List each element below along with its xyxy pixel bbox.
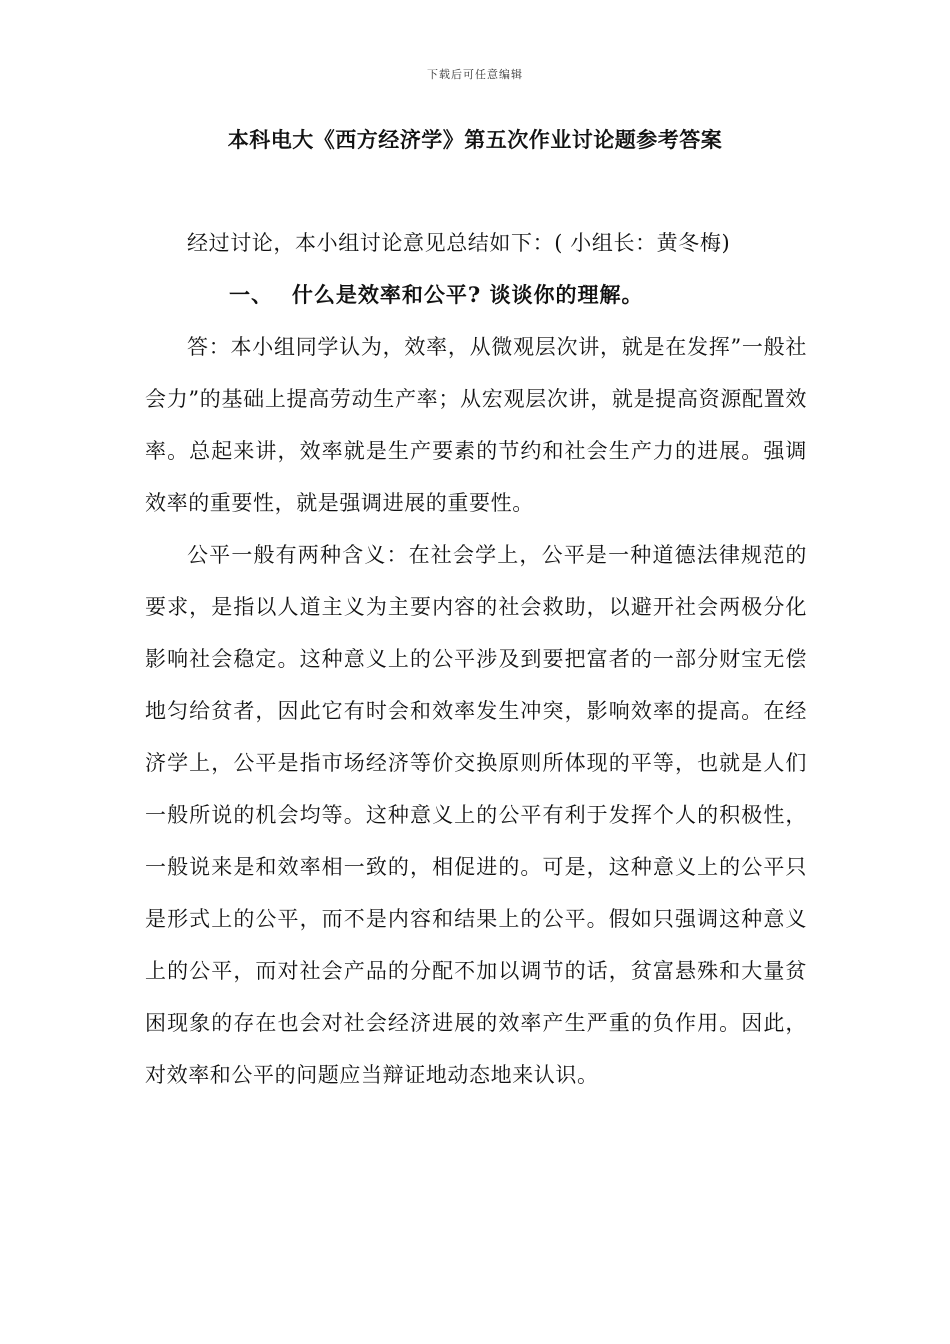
section-heading-text: 什么是效率和公平? 谈谈你的理解。: [291, 282, 644, 307]
document-title: 本科电大《西方经济学》第五次作业讨论题参考答案: [227, 127, 723, 152]
section-number: 一、: [229, 282, 273, 307]
header-note: 下载后可任意编辑: [427, 68, 523, 81]
fairness-paragraph: 公平一般有两种含义：在社会学上，公平是一种道德法律规范的要求，是指以人道主义为主要内容的社会救助，以避开社会两极分化影响社会稳定。这种意义上的公平涉及到要把富者的一部分财宝无偿地匀给贫者，因此它有时会和效率发生冲突，影响效率的提高。在经济学上，公平是指市场经济等价交换原则所体现的平等，也就是人们一般所说的机会均等。这种意义上的公平有利于发挥个人的积极性，一般说来是和效率相一致的，相促进的。可是，这种意义上的公平只是形式上的公平，而不是内容和结果上的公平。假如只强调这种意义上的公平，而对社会产品的分配不加以调节的话，贫富悬殊和大量贫困现象的存在也会对社会经济进展的效率产生严重的负作用。因此，对效率和公平的问题应当辩证地动态地来认识。: [145, 543, 807, 1087]
document-body: [145, 217, 807, 1101]
answer-paragraph: 答：本小组同学认为，效率，从微观层次讲，就是在发挥”一般社会力”的基础上提高劳动生产率；从宏观层次讲，就是提高资源配置效率。总起来讲，效率就是生产要素的节约和社会生产力的进展。强调效率的重要性，就是强调进展的重要性。: [145, 335, 807, 515]
intro-paragraph: 经过讨论，本小组讨论意见总结如下：( 小组长：黄冬梅): [187, 231, 731, 255]
section-heading: [145, 269, 807, 321]
